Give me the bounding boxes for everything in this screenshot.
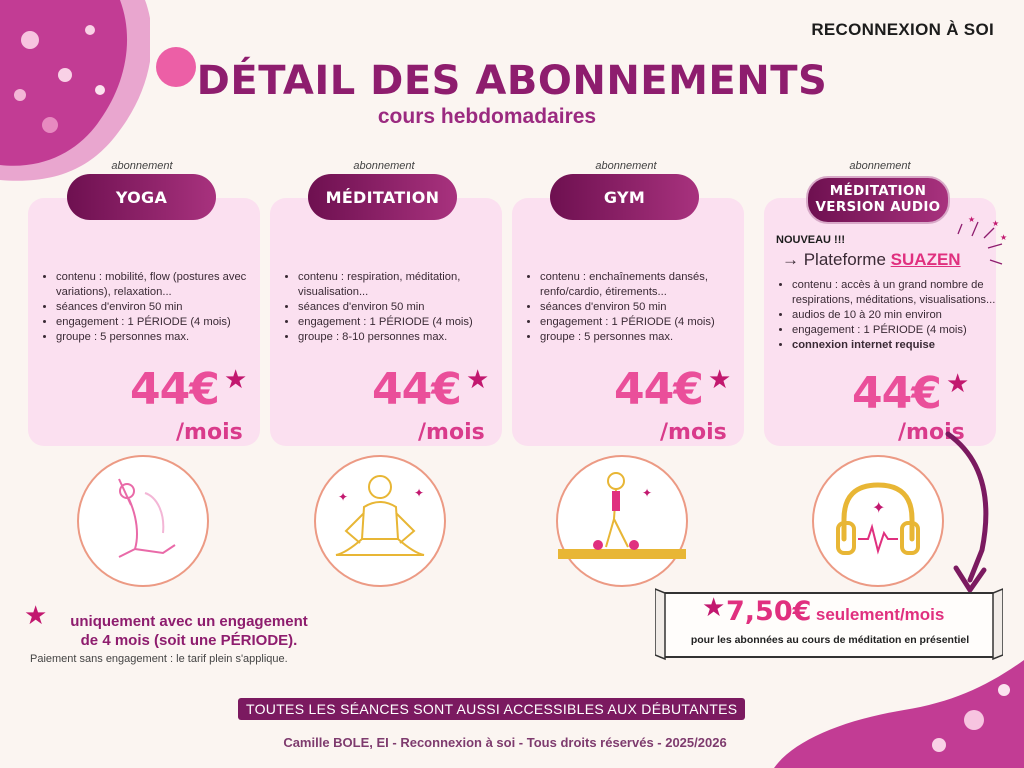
- curved-arrow-icon: [940, 430, 1000, 600]
- price: 44€: [852, 368, 941, 419]
- detail-item: • contenu : mobilité, flow (postures avec variations), relaxation...: [56, 270, 264, 300]
- page-title: DÉTAIL DES ABONNEMENTS: [196, 58, 828, 104]
- svg-text:★: ★: [968, 216, 976, 224]
- meditation-card: [270, 198, 502, 446]
- yoga-pose-icon: [79, 457, 207, 585]
- card-kind-label: abonnement: [353, 160, 415, 172]
- pill-line: MÉDITATION: [829, 183, 927, 200]
- yoga-illustration: [77, 455, 209, 587]
- platform-line: [782, 250, 961, 270]
- star-icon: ★: [224, 364, 248, 394]
- floral-decoration-bottom-right: [774, 660, 1024, 768]
- detail-item: • groupe : 8-10 personnes max.: [298, 330, 506, 345]
- note-line: de 4 mois (soit une PÉRIODE).: [80, 632, 298, 649]
- offer-condition: pour les abonnées au cours de méditation en présentiel: [690, 634, 970, 646]
- svg-text:✦: ✦: [872, 500, 886, 517]
- svg-text:★: ★: [992, 219, 1000, 228]
- price: 44€: [130, 364, 219, 415]
- card-kind-label: abonnement: [111, 160, 173, 172]
- detail-item: • contenu : respiration, méditation, visualisation...: [298, 270, 506, 300]
- platform-prefix: → Plateforme: [782, 250, 886, 269]
- meditation-details: [280, 270, 506, 345]
- headphones-icon: [814, 457, 942, 585]
- engagement-note: [44, 612, 334, 650]
- meditation-audio-title-pill: [806, 176, 950, 224]
- yoga-title-pill: YOGA: [67, 174, 216, 220]
- sparkle-icon: [948, 216, 1008, 276]
- star-icon: ★: [466, 364, 490, 394]
- payment-note: Paiement sans engagement : le tarif plein s'applique.: [30, 653, 288, 665]
- detail-item: • engagement : 1 PÉRIODE (4 mois): [540, 315, 750, 330]
- per-month-label: /mois: [418, 420, 485, 445]
- detail-item: • audios de 10 à 20 min environ: [792, 308, 1008, 323]
- price: 44€: [614, 364, 703, 415]
- detail-item: • contenu : accès à un grand nombre de respirations, méditations, visualisations...: [792, 278, 1008, 308]
- pill-line: VERSION AUDIO: [815, 199, 941, 215]
- meditation-illustration: [314, 455, 446, 587]
- detail-item: • engagement : 1 PÉRIODE (4 mois): [792, 323, 1008, 338]
- offer-unit: seulement/mois: [815, 605, 945, 624]
- meditation-icon: [316, 457, 444, 585]
- svg-text:✦: ✦: [338, 490, 349, 504]
- detail-item: • contenu : enchaînements dansés, renfo/cardio, étirements...: [540, 270, 750, 300]
- card-kind-label: abonnement: [595, 160, 657, 172]
- detail-item: • groupe : 5 personnes max.: [540, 330, 750, 345]
- detail-item: • engagement : 1 PÉRIODE (4 mois): [298, 315, 506, 330]
- detail-item: • séances d'environ 50 min: [540, 300, 750, 315]
- meditation-title-pill: MÉDITATION: [308, 174, 457, 220]
- yoga-card: [28, 198, 260, 446]
- per-month-label: /mois: [660, 420, 727, 445]
- card-kind-label: abonnement: [849, 160, 911, 172]
- offer-price: 7,50€: [726, 596, 812, 627]
- svg-text:✦: ✦: [642, 486, 653, 500]
- detail-item: • séances d'environ 50 min: [56, 300, 264, 315]
- new-label: NOUVEAU !!!: [776, 234, 846, 246]
- gym-illustration: [556, 455, 688, 587]
- audio-illustration: [812, 455, 944, 587]
- gym-icon: [558, 457, 686, 585]
- detail-item: • groupe : 5 personnes max.: [56, 330, 264, 345]
- page-subtitle: cours hebdomadaires: [377, 105, 597, 128]
- price: 44€: [372, 364, 461, 415]
- star-icon: ★: [946, 368, 970, 398]
- detail-item: • séances d'environ 50 min: [298, 300, 506, 315]
- star-icon: ★: [708, 364, 732, 394]
- per-month-label: /mois: [898, 420, 965, 445]
- per-month-label: /mois: [176, 420, 243, 445]
- yoga-details: [38, 270, 264, 345]
- meditation-audio-details: [774, 278, 1008, 353]
- star-icon: ★: [702, 592, 726, 622]
- detail-item: • connexion internet requise: [792, 338, 1008, 353]
- svg-text:✦: ✦: [414, 486, 425, 500]
- svg-text:★: ★: [1000, 233, 1008, 242]
- footer-copyright: Camille BOLE, EI - Reconnexion à soi - Tous droits réservés - 2025/2026: [283, 735, 727, 750]
- beginners-banner: TOUTES LES SÉANCES SONT AUSSI ACCESSIBLES AUX DÉBUTANTES: [238, 698, 745, 720]
- gym-card: [512, 198, 744, 446]
- offer-line: [726, 596, 944, 627]
- gym-title-pill: GYM: [550, 174, 699, 220]
- platform-link[interactable]: SUAZEN: [890, 250, 961, 269]
- gym-details: [522, 270, 750, 345]
- detail-item: • engagement : 1 PÉRIODE (4 mois): [56, 315, 264, 330]
- note-line: uniquement avec un engagement: [70, 613, 308, 630]
- brand-name: RECONNEXION À SOI: [811, 20, 994, 39]
- star-icon: ★: [24, 600, 48, 630]
